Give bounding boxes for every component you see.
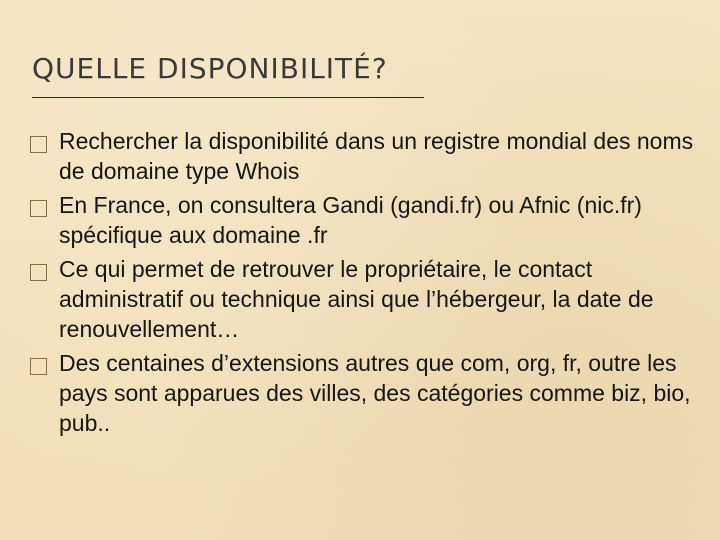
bullet-item bbox=[28, 190, 698, 250]
checkbox-bullet-icon bbox=[30, 264, 47, 281]
bullet-item bbox=[28, 254, 698, 344]
bullet-item bbox=[28, 126, 698, 186]
checkbox-bullet-icon bbox=[30, 136, 47, 153]
checkbox-bullet-icon bbox=[30, 200, 47, 217]
bullet-text: Des centaines d’extensions autres que com, org, fr, outre les pays sont apparues des villes, des catégories comme biz, bio, pub.. bbox=[59, 350, 691, 436]
checkbox-bullet-icon bbox=[30, 358, 47, 375]
bullet-text: Rechercher la disponibilité dans un registre mondial des noms de domaine type Whois bbox=[59, 128, 694, 184]
bullet-list bbox=[28, 126, 698, 442]
bullet-text: En France, on consultera Gandi (gandi.fr) ou Afnic (nic.fr) spécifique aux domaine .fr bbox=[59, 192, 642, 248]
bullet-text: Ce qui permet de retrouver le propriétaire, le contact administratif ou technique ainsi que l’hébergeur, la date de renouvellement… bbox=[59, 256, 654, 342]
bullet-item bbox=[28, 348, 698, 438]
slide-title: QUELLE DISPONIBILITÉ? bbox=[32, 52, 388, 85]
title-underline bbox=[32, 97, 424, 98]
